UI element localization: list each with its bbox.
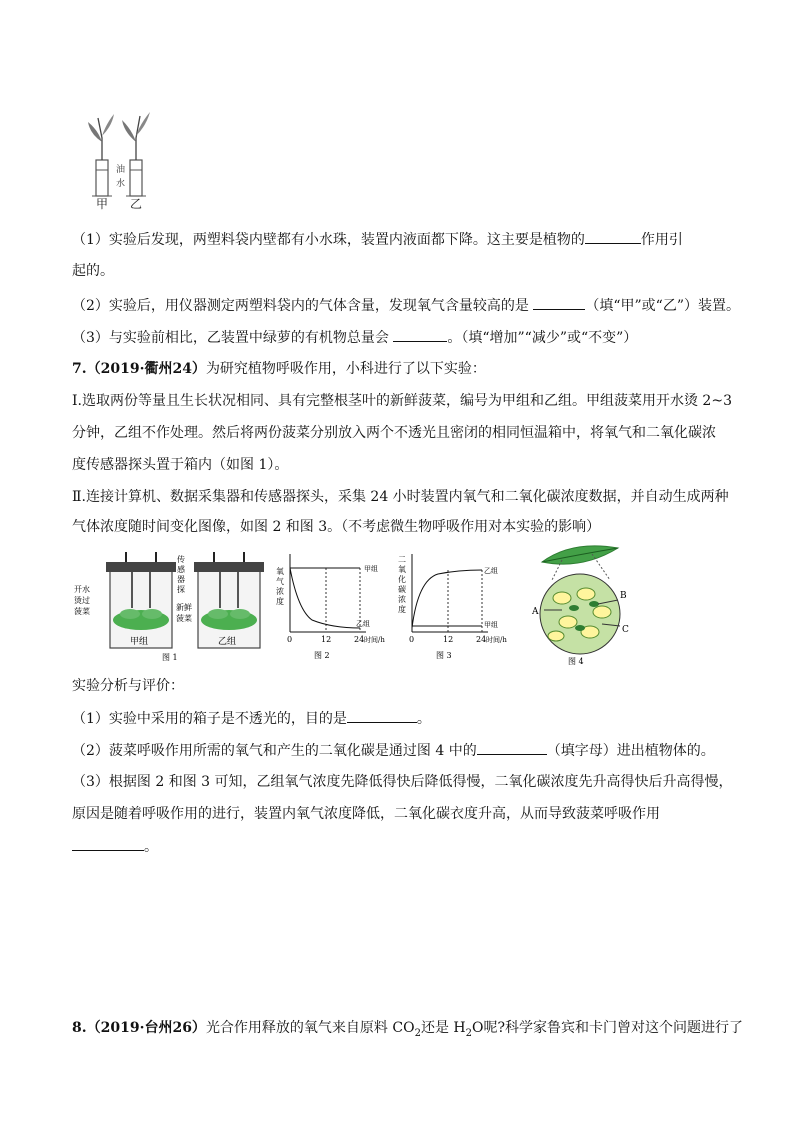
figure-4-leaf-stomata bbox=[522, 540, 642, 668]
plant-tube-figure bbox=[84, 108, 164, 210]
fig3-caption: 图 3 bbox=[436, 651, 452, 660]
fig3-xlabel: 时间/h bbox=[486, 636, 507, 644]
fig1-group-yi: 乙组 bbox=[218, 637, 237, 647]
fig3-ylabel-5: 浓 bbox=[398, 595, 406, 604]
figure-1-chambers bbox=[72, 548, 272, 666]
figure-3-co2-chart bbox=[398, 548, 518, 666]
fig1-label-left-3: 菠菜 bbox=[74, 607, 90, 616]
q7-analysis-3-line2: 原因是随着呼吸作用的进行，装置内氧气浓度降低，二氧化碳衣度升高，从而导致菠菜呼吸作用 bbox=[72, 806, 660, 822]
fig2-ylabel-1: 氧 bbox=[276, 567, 284, 576]
fig2-tick-24: 24 bbox=[354, 635, 365, 644]
answer-blank-6[interactable] bbox=[72, 836, 144, 851]
fig3-tick-0: 0 bbox=[409, 635, 415, 644]
fig2-ylabel-4: 度 bbox=[276, 597, 284, 606]
answer-blank-1[interactable] bbox=[585, 229, 641, 244]
q7-step1-line3: 度传感器探头置于箱内（如图 1）。 bbox=[72, 457, 289, 473]
q7-analysis-2: （2）菠菜呼吸作用所需的氧气和产生的二氧化碳是通过图 4 中的 （填字母）进出植物体的。 bbox=[72, 740, 715, 761]
fig3-series-jia: 甲组 bbox=[484, 621, 498, 629]
fig3-tick-24: 24 bbox=[476, 635, 487, 644]
fig3-ylabel-1: 二 bbox=[398, 555, 406, 564]
q6-part1: （1）实验后发现，两塑料袋内壁都有小水珠，装置内液面都下降。这主要是植物的 作用引 bbox=[72, 229, 683, 250]
q7-analysis-3-line3: 。 bbox=[72, 836, 158, 857]
fig4-caption: 图 4 bbox=[568, 657, 584, 666]
fig2-xlabel: 时间/h bbox=[364, 636, 385, 644]
fig1-sensor-4: 探 bbox=[177, 585, 185, 594]
fig1-sensor-1: 传 bbox=[177, 555, 185, 564]
q7-analysis-1: （1）实验中采用的箱子是不透光的，目的是 。 bbox=[72, 708, 431, 729]
q8-heading: 8.（2019·台州26）光合作用释放的氧气来自原料 $CO_2$还是 $H_2O$呢?科学家鲁宾和卡门曾对这个问题进行了 bbox=[72, 1020, 743, 1039]
fig3-ylabel-6: 度 bbox=[398, 605, 406, 614]
jia-label: 甲 bbox=[96, 197, 109, 210]
fig1-fresh-1: 新鲜 bbox=[176, 603, 192, 612]
q7-step2-line1: Ⅱ.连接计算机、数据采集器和传感器探头，采集 24 小时装置内氧气和二氧化碳浓度数据，并自动生成两种 bbox=[72, 489, 729, 505]
q7-step1-line2: 分钟，乙组不作处理。然后将两份菠菜分别放入两个不透光且密闭的相同恒温箱中，将氧气和二氧化碳浓 bbox=[72, 425, 716, 441]
fig2-ylabel-2: 气 bbox=[276, 577, 284, 586]
fig3-ylabel-3: 化 bbox=[398, 575, 406, 584]
fig1-label-left-2: 烫过 bbox=[74, 596, 90, 605]
fig1-label-left-1: 开水 bbox=[74, 585, 90, 594]
fig1-caption: 图 1 bbox=[162, 653, 178, 662]
fig2-series-yi: 乙组 bbox=[356, 620, 370, 628]
fig2-caption: 图 2 bbox=[314, 651, 330, 660]
fig3-tick-12: 12 bbox=[443, 635, 454, 644]
water-label: 水 bbox=[116, 179, 126, 189]
q6-part3: （3）与实验前相比，乙装置中绿萝的有机物总量会 。（填“增加”“减少”或“不变”） bbox=[72, 327, 637, 348]
q6-part1-cont: 起的。 bbox=[72, 263, 114, 279]
fig3-ylabel-2: 氧 bbox=[398, 565, 406, 574]
q7-heading: 7.（2019·衢州24）为研究植物呼吸作用，小科进行了以下实验： bbox=[72, 361, 486, 377]
yi-label: 乙 bbox=[130, 197, 143, 210]
answer-blank-2[interactable] bbox=[533, 295, 585, 310]
q7-analysis-3-line1: （3）根据图 2 和图 3 可知，乙组氧气浓度先降低得快后降低得慢，二氧化碳浓度先升高得快后升高得慢， bbox=[72, 774, 733, 790]
fig1-sensor-2: 感 bbox=[177, 565, 185, 574]
answer-blank-3[interactable] bbox=[393, 327, 447, 342]
fig4-label-c: C bbox=[622, 625, 629, 635]
fig1-sensor-3: 器 bbox=[177, 575, 185, 584]
answer-blank-4[interactable] bbox=[347, 708, 417, 723]
fig4-label-a: A bbox=[532, 607, 539, 617]
oil-label: 油 bbox=[116, 165, 126, 175]
answer-blank-5[interactable] bbox=[477, 740, 547, 755]
q7-step1-line1: Ⅰ.选取两份等量且生长状况相同、具有完整根茎叶的新鲜菠菜，编号为甲组和乙组。甲组菠菜用开水烫 2~3 bbox=[72, 393, 732, 409]
fig2-ylabel-3: 浓 bbox=[276, 587, 284, 596]
fig3-series-yi: 乙组 bbox=[484, 567, 498, 575]
fig4-label-b: B bbox=[620, 591, 627, 601]
q7-analysis-heading: 实验分析与评价： bbox=[72, 678, 184, 694]
fig3-ylabel-4: 碳 bbox=[398, 585, 406, 594]
fig2-series-jia: 甲组 bbox=[364, 565, 378, 573]
fig2-tick-12: 12 bbox=[321, 635, 332, 644]
q7-step2-line2: 气体浓度随时间变化图像，如图 2 和图 3。（不考虑微生物呼吸作用对本实验的影响） bbox=[72, 519, 601, 535]
q6-part2: （2）实验后，用仪器测定两塑料袋内的气体含量，发现氧气含量较高的是 （填“甲”或“乙”）装置。 bbox=[72, 295, 740, 316]
figure-2-oxygen-chart bbox=[276, 548, 396, 666]
fig1-group-jia: 甲组 bbox=[130, 637, 149, 647]
fig1-fresh-2: 菠菜 bbox=[176, 614, 192, 623]
fig2-tick-0: 0 bbox=[287, 635, 293, 644]
